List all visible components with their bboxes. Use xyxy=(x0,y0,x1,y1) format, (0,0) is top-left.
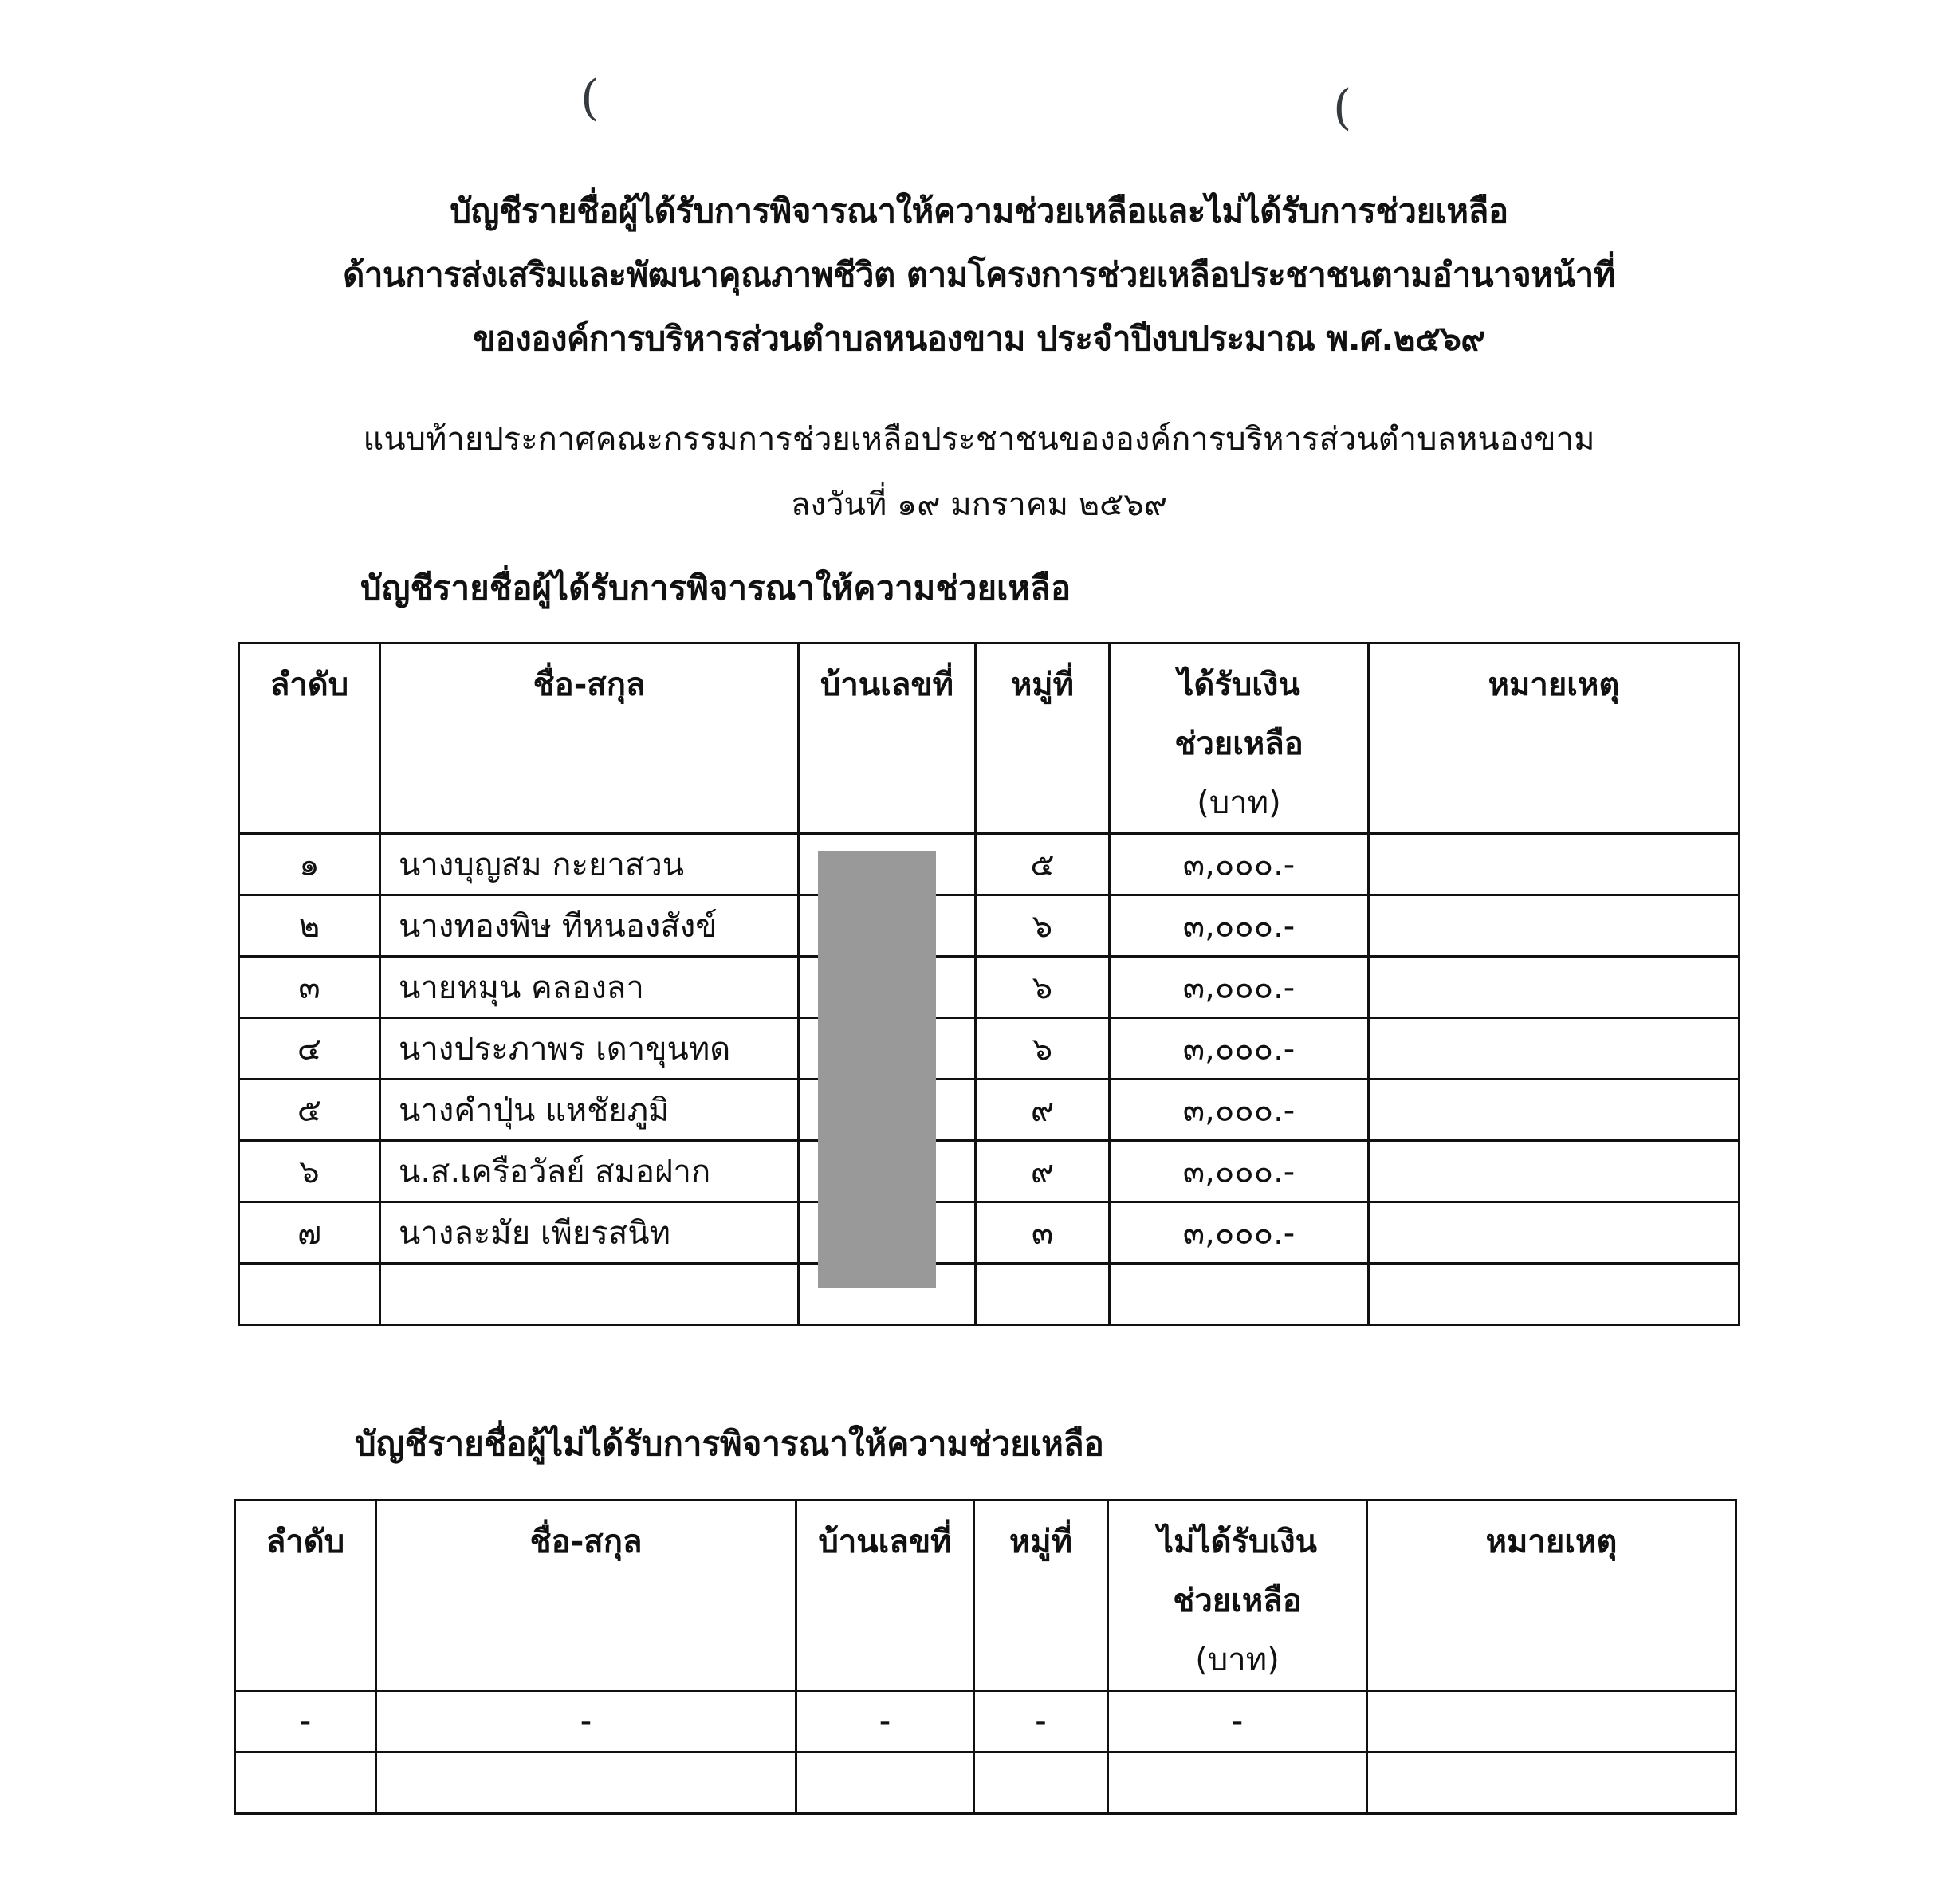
table-row-empty xyxy=(235,1753,1736,1814)
col-header-house-no: บ้านเลขที่ xyxy=(799,643,976,834)
cell-amount: ๓,๐๐๐.- xyxy=(1110,1141,1369,1202)
scan-mark-right-paren: ( xyxy=(1333,80,1352,136)
cell-amount: ๓,๐๐๐.- xyxy=(1110,1080,1369,1141)
announcement-reference: แนบท้ายประกาศคณะกรรมการช่วยเหลือประชาชนขององค์การบริหารส่วนตำบลหนองขาม xyxy=(363,421,1595,458)
cell-village: ๓ xyxy=(976,1202,1110,1264)
col-header-name: ชื่อ-สกุล xyxy=(380,643,799,834)
cell-no: ๔ xyxy=(239,1018,380,1080)
cell-amount xyxy=(1108,1753,1367,1814)
table-header-row xyxy=(235,1501,1736,1691)
approved-section-title: บัญชีรายชื่อผู้ได้รับการพิจารณาให้ความช่วยเหลือ xyxy=(360,568,1071,608)
cell-no: ๖ xyxy=(239,1141,380,1202)
cell-name: นายหมุน คลองลา xyxy=(380,957,799,1018)
col-header-no: ลำดับ xyxy=(235,1501,376,1691)
cell-amount xyxy=(1110,1264,1369,1325)
cell-amount: ๓,๐๐๐.- xyxy=(1110,895,1369,957)
document-title-line-2: ด้านการส่งเสริมและพัฒนาคุณภาพชีวิต ตามโครงการช่วยเหลือประชาชนตามอำนาจหน้าที่ xyxy=(343,255,1615,294)
cell-remark xyxy=(1369,957,1740,1018)
approved-table xyxy=(238,642,1740,1326)
cell-no: ๒ xyxy=(239,895,380,957)
cell-remark xyxy=(1369,1141,1740,1202)
cell-name: นางประภาพร เดาขุนทด xyxy=(380,1018,799,1080)
cell-amount: ๓,๐๐๐.- xyxy=(1110,957,1369,1018)
cell-no: ๑ xyxy=(239,834,380,895)
cell-village: ๕ xyxy=(976,834,1110,895)
amount-header-line-1: ได้รับเงิน xyxy=(1178,667,1300,703)
cell-remark xyxy=(1367,1691,1736,1753)
col-header-remark: หมายเหตุ xyxy=(1367,1501,1736,1691)
cell-amount: ๓,๐๐๐.- xyxy=(1110,834,1369,895)
cell-remark xyxy=(1367,1753,1736,1814)
cell-remark xyxy=(1369,834,1740,895)
table-row xyxy=(239,1080,1740,1141)
document-title-line-1: บัญชีรายชื่อผู้ได้รับการพิจารณาให้ความช่วยเหลือและไม่ได้รับการช่วยเหลือ xyxy=(450,191,1508,230)
table-row xyxy=(239,1018,1740,1080)
cell-village: ๖ xyxy=(976,895,1110,957)
table-row xyxy=(239,834,1740,895)
cell-village: - xyxy=(974,1691,1108,1753)
col-header-name: ชื่อ-สกุล xyxy=(376,1501,796,1691)
table-row xyxy=(239,895,1740,957)
document-title-line-3: ขององค์การบริหารส่วนตำบลหนองขาม ประจำปีงบประมาณ พ.ศ.๒๕๖๙ xyxy=(473,319,1485,358)
cell-name: นางทองพิษ ทีหนองสังข์ xyxy=(380,895,799,957)
amount-header-line-2: ช่วยเหลือ xyxy=(1173,1583,1302,1619)
cell-name: - xyxy=(376,1691,796,1753)
cell-name: น.ส.เครือวัลย์ สมอฝาก xyxy=(380,1141,799,1202)
col-header-amount xyxy=(1110,643,1369,834)
cell-remark xyxy=(1369,1018,1740,1080)
cell-village: ๖ xyxy=(976,957,1110,1018)
col-header-house-no: บ้านเลขที่ xyxy=(796,1501,974,1691)
table-row xyxy=(235,1691,1736,1753)
cell-name: นางละมัย เพียรสนิท xyxy=(380,1202,799,1264)
cell-name xyxy=(380,1264,799,1325)
table-row-empty xyxy=(239,1264,1740,1325)
col-header-amount xyxy=(1108,1501,1367,1691)
table-row xyxy=(239,957,1740,1018)
amount-header-line-2: ช่วยเหลือ xyxy=(1174,726,1303,762)
cell-village: ๖ xyxy=(976,1018,1110,1080)
cell-remark xyxy=(1369,1202,1740,1264)
table-row xyxy=(239,1202,1740,1264)
amount-header-line-3: (บาท) xyxy=(1195,1642,1280,1678)
cell-house-no xyxy=(799,834,976,895)
cell-amount: ๓,๐๐๐.- xyxy=(1110,1018,1369,1080)
rejected-table xyxy=(234,1499,1737,1815)
cell-village: ๙ xyxy=(976,1080,1110,1141)
amount-header-line-3: (บาท) xyxy=(1197,785,1281,821)
cell-remark xyxy=(1369,895,1740,957)
cell-no xyxy=(239,1264,380,1325)
rejected-section-title: บัญชีรายชื่อผู้ไม่ได้รับการพิจารณาให้ความช่วยเหลือ xyxy=(355,1424,1104,1463)
scan-mark-left-paren: ( xyxy=(580,70,600,126)
cell-house-no xyxy=(796,1753,974,1814)
col-header-no: ลำดับ xyxy=(239,643,380,834)
cell-amount: - xyxy=(1108,1691,1367,1753)
cell-house-no: - xyxy=(796,1691,974,1753)
table-row xyxy=(239,1141,1740,1202)
col-header-remark: หมายเหตุ xyxy=(1369,643,1740,834)
announcement-date: ลงวันที่ ๑๙ มกราคม ๒๕๖๙ xyxy=(790,486,1168,523)
cell-name: นางคำปุ่น แหชัยภูมิ xyxy=(380,1080,799,1141)
col-header-village: หมู่ที่ xyxy=(974,1501,1108,1691)
cell-remark xyxy=(1369,1264,1740,1325)
cell-village xyxy=(974,1753,1108,1814)
table-header-row xyxy=(239,643,1740,834)
cell-name xyxy=(376,1753,796,1814)
cell-no: ๕ xyxy=(239,1080,380,1141)
cell-village xyxy=(976,1264,1110,1325)
cell-no: ๓ xyxy=(239,957,380,1018)
col-header-village: หมู่ที่ xyxy=(976,643,1110,834)
cell-name: นางบุญสม กะยาสวน xyxy=(380,834,799,895)
cell-no: - xyxy=(235,1691,376,1753)
cell-no: ๗ xyxy=(239,1202,380,1264)
cell-amount: ๓,๐๐๐.- xyxy=(1110,1202,1369,1264)
cell-village: ๙ xyxy=(976,1141,1110,1202)
redaction-block xyxy=(818,851,936,1288)
amount-header-line-1: ไม่ได้รับเงิน xyxy=(1158,1524,1317,1560)
cell-remark xyxy=(1369,1080,1740,1141)
cell-no xyxy=(235,1753,376,1814)
